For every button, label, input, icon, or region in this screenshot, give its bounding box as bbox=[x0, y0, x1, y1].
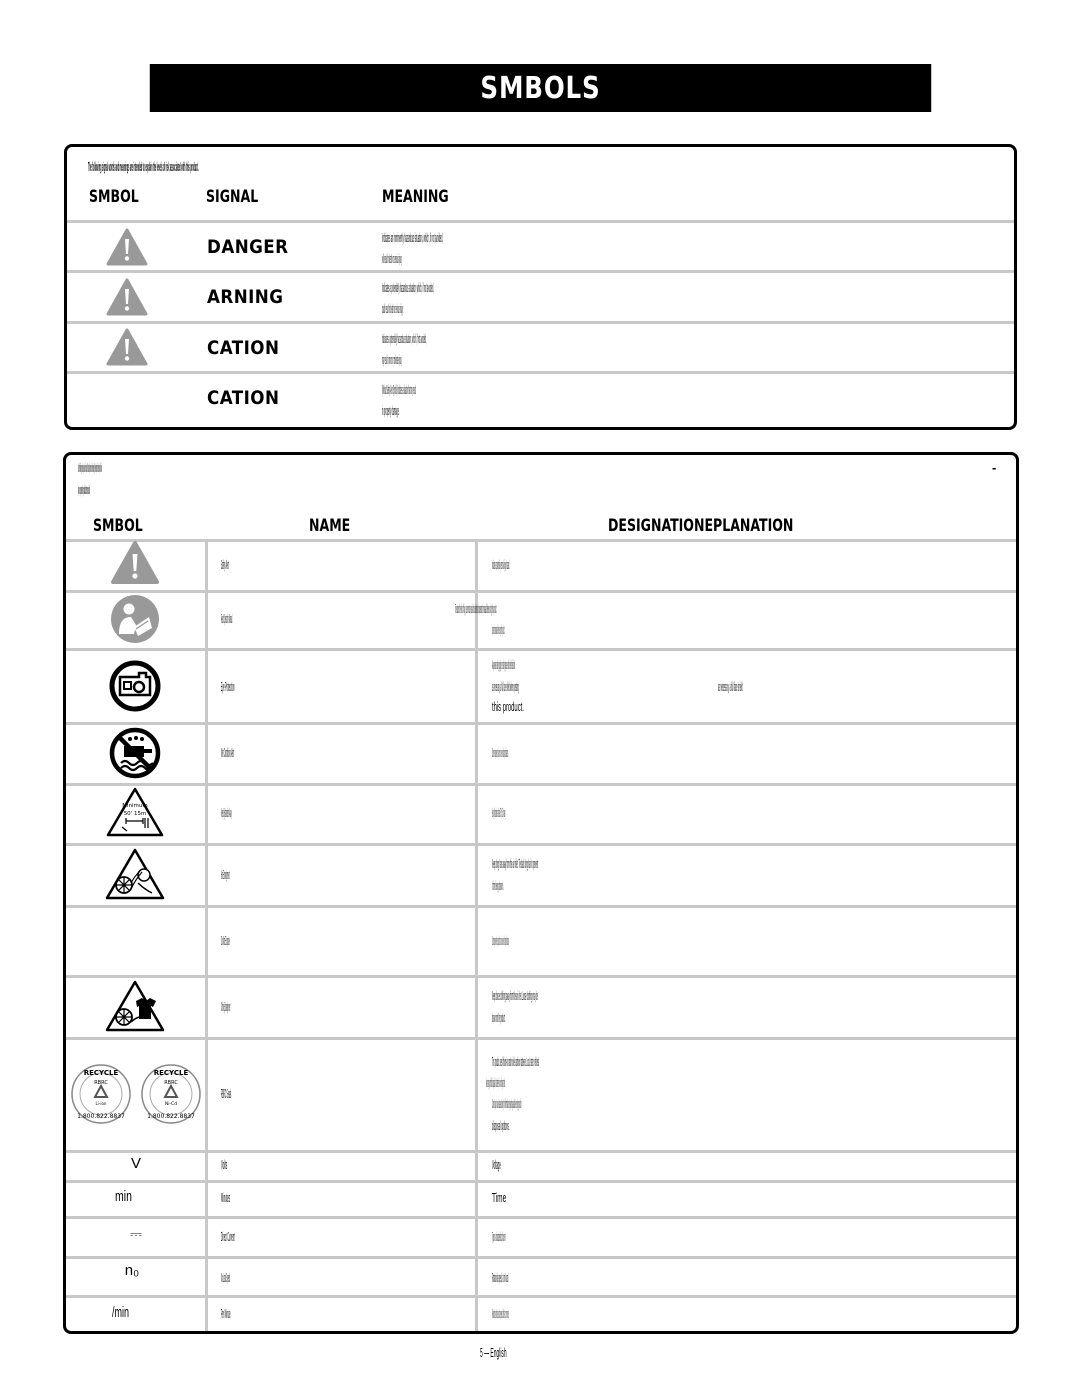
symbol-name: Eye Protection bbox=[221, 679, 235, 694]
svg-text:RBRC: RBRC bbox=[164, 1080, 178, 1086]
symbol-minutes: min bbox=[114, 1188, 132, 1205]
symbol-description: Voltage bbox=[492, 1157, 501, 1172]
row-divider bbox=[67, 220, 1014, 223]
symbol-description: Consult your local waste authority for information regarding available recycling and/or bbox=[492, 1096, 522, 1111]
symbol-description: operator's manual before using this product. bbox=[492, 622, 505, 637]
read-manual-icon bbox=[110, 594, 160, 644]
signal-word-danger: DANGER bbox=[207, 236, 289, 258]
symbol-name: Keep Bystanders Away bbox=[221, 805, 232, 820]
row-divider bbox=[66, 1216, 1016, 1219]
symbol-description: Keep long hair away from the air inlet. Tie back long hair to prevent bbox=[492, 856, 539, 871]
header-meaning: MEANING bbox=[382, 187, 449, 207]
page-title-banner bbox=[150, 64, 931, 112]
symbol-description: Revolutions, strokes, surface speed, orbits etc. per minute bbox=[492, 1306, 509, 1321]
symbol-volts: V bbox=[130, 1155, 141, 1172]
symbols-table-intro-tail: - bbox=[992, 460, 997, 475]
symbol-name-overflow: To reduce the risk of injury, user must read and understand operator's manual before using this product. bbox=[455, 601, 497, 616]
header-name: NAME bbox=[309, 516, 351, 536]
row-divider bbox=[67, 321, 1014, 324]
symbol-description: Do not expose to rain or use in damp locations. bbox=[492, 745, 509, 760]
row-divider bbox=[66, 1037, 1016, 1040]
recycle-seals-icon bbox=[70, 1063, 204, 1125]
meaning-text: in property damage. bbox=[382, 403, 400, 418]
symbol-description: Keep loose clothing away from the air inlet. Loose clothing may be bbox=[492, 988, 538, 1003]
row-divider bbox=[66, 905, 1016, 908]
meaning-text: may result in minor or moderate injury. bbox=[382, 352, 402, 367]
symbol-description: disposal options. bbox=[492, 1118, 510, 1133]
svg-text:RECYCLE: RECYCLE bbox=[83, 1069, 119, 1077]
symbol-description: Indicates a potential personal injury hazard. bbox=[492, 557, 510, 572]
symbol-description: this product. bbox=[492, 699, 524, 714]
symbol-no-load-speed: n₀ bbox=[124, 1262, 140, 1279]
header-symbol: SMBOL bbox=[93, 516, 143, 536]
page-footer: 5 — English bbox=[480, 1345, 507, 1360]
meaning-text: could result in death or serious injury. bbox=[382, 301, 404, 316]
signal-word-warning: ARNING bbox=[207, 286, 284, 308]
svg-text:50' 15m: 50' 15m bbox=[123, 811, 147, 817]
svg-text:Ni-Cd: Ni-Cd bbox=[164, 1102, 178, 1107]
symbol-name: Minutes bbox=[221, 1190, 231, 1205]
row-divider bbox=[66, 1180, 1016, 1183]
row-divider bbox=[66, 722, 1016, 725]
symbols-table-intro: you to operate the product better and safer. bbox=[78, 482, 91, 497]
warning-triangle-icon bbox=[106, 228, 148, 266]
svg-text:RECYCLE: RECYCLE bbox=[153, 1069, 189, 1077]
symbol-name: Direct Current bbox=[221, 1229, 235, 1244]
meaning-text: (Without Safety Alert Symbol) Indicates a situation that may result bbox=[382, 382, 416, 397]
row-divider bbox=[66, 1150, 1016, 1153]
symbol-name: Volts bbox=[221, 1157, 228, 1172]
symbol-description: drawn into the product. bbox=[492, 1010, 506, 1025]
safety-alert-icon bbox=[110, 540, 160, 586]
row-divider bbox=[66, 539, 1016, 542]
symbol-name: Read Operator's Manual bbox=[221, 611, 233, 626]
svg-text:RBRC: RBRC bbox=[94, 1080, 108, 1086]
meaning-text: will result in death or serious injury. bbox=[382, 251, 403, 266]
symbol-name: Per Minute bbox=[221, 1306, 231, 1321]
svg-text:Li-ion: Li-ion bbox=[95, 1101, 107, 1106]
header-symbol: SMBOL bbox=[89, 187, 139, 207]
symbol-description: Keep all bystanders at least 50 ft. (15 m) away. bbox=[492, 805, 506, 820]
row-divider bbox=[67, 371, 1014, 374]
symbol-description: Type or a characteristic of current bbox=[492, 1229, 506, 1244]
row-divider bbox=[66, 1256, 1016, 1259]
symbol-name: Wet Conditions Alert bbox=[221, 745, 234, 760]
row-divider bbox=[66, 783, 1016, 786]
header-signal: SIGNAL bbox=[206, 187, 259, 207]
page-title: SMBOLS bbox=[480, 70, 601, 106]
hair-entanglement-icon bbox=[104, 847, 166, 901]
signal-word-caution-no-icon: CATION bbox=[207, 387, 280, 409]
meaning-text: Indicates a potentially hazardous situation, which, if not avoided, bbox=[382, 280, 434, 295]
meaning-text: Indicates a potentially hazardous situation, which, if not avoided, bbox=[382, 331, 427, 346]
symbol-description: Rotational speed, at no load bbox=[492, 1270, 509, 1285]
symbol-per-minute: /min bbox=[111, 1304, 129, 1321]
row-divider bbox=[66, 648, 1016, 651]
row-divider bbox=[66, 590, 1016, 593]
row-divider bbox=[66, 843, 1016, 846]
header-designation: DESIGNATIONEPLANATION bbox=[608, 516, 794, 536]
rbrc-seal-li-ion-icon bbox=[72, 1065, 130, 1123]
svg-text:1.800.822.8837: 1.800.822.8837 bbox=[77, 1113, 125, 1120]
signal-word-caution: CATION bbox=[207, 337, 280, 359]
symbol-name: RBRC Seals bbox=[221, 1086, 232, 1101]
row-divider bbox=[66, 975, 1016, 978]
column-divider bbox=[475, 541, 478, 1331]
symbol-name: Clothing Entanglement bbox=[221, 999, 231, 1014]
symbol-name: Hair Entanglement bbox=[221, 867, 230, 882]
column-divider bbox=[205, 541, 208, 1331]
symbol-name: No Load Speed bbox=[221, 1270, 231, 1285]
symbol-description: This product uses lithium-ion and nickel-cadmium batteries. Local, state or federal bbox=[492, 1054, 540, 1069]
warning-triangle-icon bbox=[106, 328, 148, 366]
symbol-description-overflow: as necessary, a full face shield bbox=[718, 679, 743, 694]
rbrc-seal-ni-cd-icon bbox=[142, 1065, 200, 1123]
row-divider bbox=[67, 270, 1014, 273]
symbol-name: Do Not Expose bbox=[221, 933, 230, 948]
symbol-description: Do not expose the product to rain or use in damp locations. bbox=[492, 933, 510, 948]
signal-table-intro: The following signal words and meanings are intended to explain the levels of risk associated with this product. bbox=[88, 159, 199, 174]
clothing-entanglement-icon bbox=[104, 979, 166, 1033]
symbols-table-intro: Some of the following symbols may be used on this product. Please study them and learn their meaning. Proper interpretation of these symbols will allow bbox=[78, 460, 102, 475]
symbol-direct-current: ⎓ bbox=[130, 1226, 142, 1243]
symbol-description: Time bbox=[492, 1190, 507, 1205]
svg-text:1.800.822.8837: 1.800.822.8837 bbox=[147, 1113, 195, 1120]
symbol-description: laws may prohibit disposal of batteries in ordinary trash. bbox=[486, 1075, 506, 1090]
keep-bystanders-away-icon bbox=[105, 786, 165, 838]
symbol-description: as necessary, a full face shield when operating bbox=[492, 679, 519, 694]
warning-triangle-icon bbox=[106, 278, 148, 316]
symbol-description: it from being drawn in. bbox=[492, 878, 504, 893]
meaning-text: Indicates an imminently hazardous situation, which, if not avoided, bbox=[382, 230, 443, 245]
wet-conditions-icon bbox=[109, 727, 161, 779]
svg-text:Minimum: Minimum bbox=[122, 803, 148, 809]
symbol-description: Always wear safety goggles or safety glasses with side shields and, bbox=[492, 657, 516, 672]
symbol-name: Safety Alert bbox=[221, 557, 229, 572]
row-divider bbox=[66, 1295, 1016, 1298]
eye-protection-icon bbox=[109, 660, 161, 712]
